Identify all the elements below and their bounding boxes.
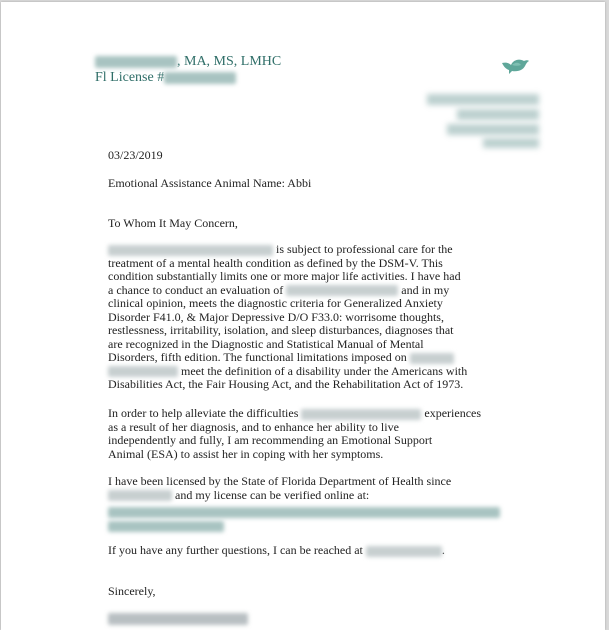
closing: Sincerely, <box>108 584 156 598</box>
license-label: Fl License # <box>95 70 165 85</box>
animal-name-line: Emotional Assistance Animal Name: Abbi <box>108 176 312 190</box>
letter-date: 03/23/2019 <box>108 148 163 162</box>
paragraph-contact: If you have any further questions, I can be reached at . <box>108 543 445 557</box>
provider-credentials: , MA, MS, LMHC <box>177 54 282 69</box>
bird-icon <box>500 54 530 76</box>
redacted-verification-url <box>108 521 224 532</box>
redacted-client-name <box>286 285 398 296</box>
paragraph-evaluation: is subject to professional care for the treatment of a mental health condition as defined by the DSM-V. This condition substantially limits one or more major life activities. I have had a chance to conduct an evaluation of and in my clinical opinion, meets the diagnostic criteria for Generalized Anxiety Disorder F41.0, & Major Depressive D/O F33.0: worrisome thoughts, restlessness, irritability, isolation, and sleep disturbances, diagnoses that are recognized in the Diagnostic and Statistical Manual of Mental Disorders, fifth edition. The functional limitations imposed on meet the definition of a disability under the Americans with Disabilities Act, the Fair Housing Act, and the Rehabilitation Act of 1973. <box>108 242 468 391</box>
paragraph-recommendation: In order to help alleviate the difficulties experiences as a result of her diagnosis, and to enhance her ability to live independently and fully, I am recommending an Emotional Support Animal (ESA) to assist her in coping with her symptoms. <box>108 406 482 461</box>
redacted-signature <box>108 613 248 627</box>
redacted-client-name <box>108 366 178 377</box>
redacted-client-name <box>108 245 273 256</box>
redacted-address-block <box>421 94 539 148</box>
paragraph-license: I have been licensed by the State of Florida Department of Health since and my license can be verified online at: <box>108 475 508 533</box>
redacted-client-name <box>301 409 421 420</box>
salutation: To Whom It May Concern, <box>108 216 238 230</box>
letter-page <box>1 2 605 630</box>
redacted-phone-number <box>366 546 442 557</box>
redacted-provider-name <box>95 56 177 68</box>
redacted-license-date <box>108 490 172 501</box>
redacted-verification-url <box>108 507 500 518</box>
provider-name-line <box>95 54 281 70</box>
redacted-license-number <box>164 72 236 84</box>
license-line <box>95 70 236 86</box>
redacted-client-name <box>410 353 454 364</box>
